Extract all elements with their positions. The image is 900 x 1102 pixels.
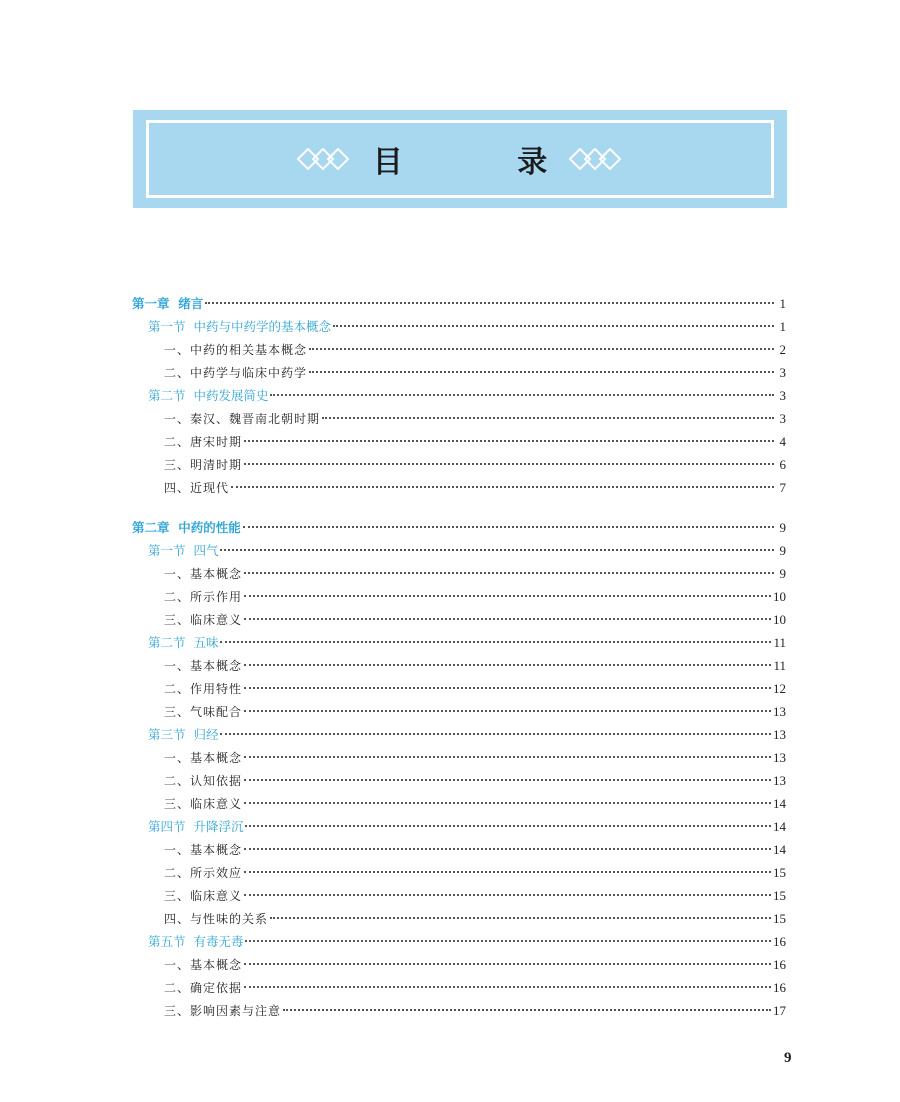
toc-chapter-row[interactable] [132,292,786,315]
toc-page-number: 11 [773,658,786,673]
toc-entry-title: 第二章 中药的性能 [132,520,241,535]
toc-entry-title: 一、秦汉、魏晋南北朝时期 [164,412,321,426]
toc-entry-title: 三、影响因素与注意 [164,1004,282,1018]
toc-dot-leader [244,463,774,465]
toc-page-number: 17 [773,1003,786,1018]
toc-entry-title: 三、明清时期 [164,458,243,472]
toc-entry-title: 二、唐宋时期 [164,435,243,449]
toc-entry-title: 第二节 五味 [148,635,219,650]
toc-dot-leader [220,733,771,735]
diamond-ornament-icon [297,148,351,170]
toc-chapter-row[interactable] [132,516,786,539]
toc-dot-leader [245,825,771,827]
toc-dot-leader [244,848,771,850]
toc-entry-title: 二、认知依据 [164,774,243,788]
toc-entry-title: 一、基本概念 [164,659,243,673]
toc-entry-title: 第五节 有毒无毒 [148,934,244,949]
toc-page-number: 4 [779,434,786,449]
toc-page-number: 14 [773,796,786,811]
page-number: 9 [784,1050,792,1066]
toc-page-number: 15 [773,911,786,926]
toc-dot-leader [244,802,771,804]
toc-section-row[interactable] [132,930,786,953]
table-of-contents [132,292,786,1022]
toc-page-number: 16 [773,957,786,972]
diamond-ornament-icon [569,148,623,170]
toc-section-row[interactable] [132,631,786,654]
toc-dot-leader [244,710,771,712]
toc-item-row[interactable] [132,769,786,792]
toc-page-number: 1 [779,296,786,311]
toc-item-row[interactable] [132,884,786,907]
toc-page-number: 7 [779,480,786,495]
toc-header-banner [133,110,787,208]
toc-item-row[interactable] [132,361,786,384]
toc-page-number: 1 [779,319,786,334]
toc-dot-leader [244,963,771,965]
toc-entry-title: 一、基本概念 [164,751,243,765]
toc-entry-title: 四、与性味的关系 [164,912,269,926]
toc-item-row[interactable] [132,700,786,723]
toc-dot-leader [244,595,771,597]
toc-item-row[interactable] [132,976,786,999]
toc-section-row[interactable] [132,815,786,838]
toc-item-row[interactable] [132,430,786,453]
toc-entry-title: 第一节 中药与中药学的基本概念 [148,319,331,334]
toc-dot-leader [243,526,774,528]
toc-dot-leader [231,486,774,488]
toc-entry-title: 一、基本概念 [164,958,243,972]
toc-dot-leader [244,687,771,689]
toc-item-row[interactable] [132,999,786,1022]
toc-dot-leader [283,1009,771,1011]
toc-item-row[interactable] [132,838,786,861]
toc-dot-leader [245,940,771,942]
toc-dot-leader [220,641,771,643]
toc-entry-title: 第四节 升降浮沉 [148,819,244,834]
toc-item-row[interactable] [132,562,786,585]
toc-page-number: 3 [779,365,786,380]
toc-entry-title: 三、临床意义 [164,613,243,627]
toc-item-row[interactable] [132,407,786,430]
toc-dot-leader [270,917,771,919]
toc-page-number: 15 [773,865,786,880]
toc-page-number: 12 [773,681,786,696]
toc-page-number: 10 [773,589,786,604]
toc-page-number: 10 [773,612,786,627]
toc-header-frame [146,120,774,198]
toc-dot-leader [309,371,774,373]
toc-page-number: 14 [773,842,786,857]
toc-entry-title: 一、基本概念 [164,567,243,581]
toc-item-row[interactable] [132,338,786,361]
toc-dot-leader [244,779,771,781]
toc-entry-title: 第三节 归经 [148,727,219,742]
toc-entry-title: 二、中药学与临床中药学 [164,366,308,380]
toc-entry-title: 三、临床意义 [164,797,243,811]
toc-page-number: 16 [773,934,786,949]
toc-entry-title: 四、近现代 [164,481,230,495]
toc-entry-title: 三、临床意义 [164,889,243,903]
toc-dot-leader [244,618,771,620]
toc-page-number: 9 [779,543,786,558]
toc-dot-leader [220,549,774,551]
toc-page-number: 13 [773,727,786,742]
toc-section-row[interactable] [132,384,786,407]
toc-page-number: 13 [773,773,786,788]
toc-item-row[interactable] [132,654,786,677]
toc-section-row[interactable] [132,315,786,338]
toc-item-row[interactable] [132,746,786,769]
toc-entry-title: 第二节 中药发展简史 [148,388,269,403]
toc-item-row[interactable] [132,861,786,884]
toc-entry-title: 二、所示作用 [164,590,243,604]
toc-entry-title: 一、基本概念 [164,843,243,857]
toc-item-row[interactable] [132,585,786,608]
toc-dot-leader [205,302,774,304]
toc-page-number: 2 [779,342,786,357]
toc-page-number: 15 [773,888,786,903]
toc-section-row[interactable] [132,723,786,746]
toc-dot-leader [244,440,774,442]
toc-page-number: 13 [773,704,786,719]
toc-dot-leader [333,325,774,327]
toc-entry-title: 二、确定依据 [164,981,243,995]
toc-page-number: 16 [773,980,786,995]
toc-entry-title: 一、中药的相关基本概念 [164,343,308,357]
toc-entry-title: 第一节 四气 [148,543,219,558]
toc-page-number: 3 [779,411,786,426]
toc-page-number: 3 [779,388,786,403]
toc-dot-leader [244,871,771,873]
toc-title-group [297,137,623,181]
toc-item-row[interactable] [132,608,786,631]
toc-page-number: 11 [773,635,786,650]
toc-dot-leader [322,417,774,419]
toc-page-number: 13 [773,750,786,765]
toc-item-row[interactable] [132,953,786,976]
toc-dot-leader [270,394,774,396]
toc-item-row[interactable] [132,453,786,476]
toc-dot-leader [309,348,774,350]
toc-page-number: 6 [779,457,786,472]
page-title: 目 录 [372,145,600,180]
toc-entry-title: 第一章 绪言 [132,296,204,311]
toc-entry-title: 三、气味配合 [164,705,243,719]
toc-section-row[interactable] [132,539,786,562]
toc-item-row[interactable] [132,907,786,930]
toc-entry-title: 二、作用特性 [164,682,243,696]
toc-dot-leader [244,664,771,666]
toc-dot-leader [244,572,774,574]
toc-item-row[interactable] [132,476,786,499]
toc-page-number: 9 [779,566,786,581]
toc-entry-title: 二、所示效应 [164,866,243,880]
toc-item-row[interactable] [132,677,786,700]
toc-dot-leader [244,986,771,988]
toc-dot-leader [244,894,771,896]
toc-page-number: 9 [779,520,786,535]
toc-page-number: 14 [773,819,786,834]
toc-item-row[interactable] [132,792,786,815]
toc-dot-leader [244,756,771,758]
